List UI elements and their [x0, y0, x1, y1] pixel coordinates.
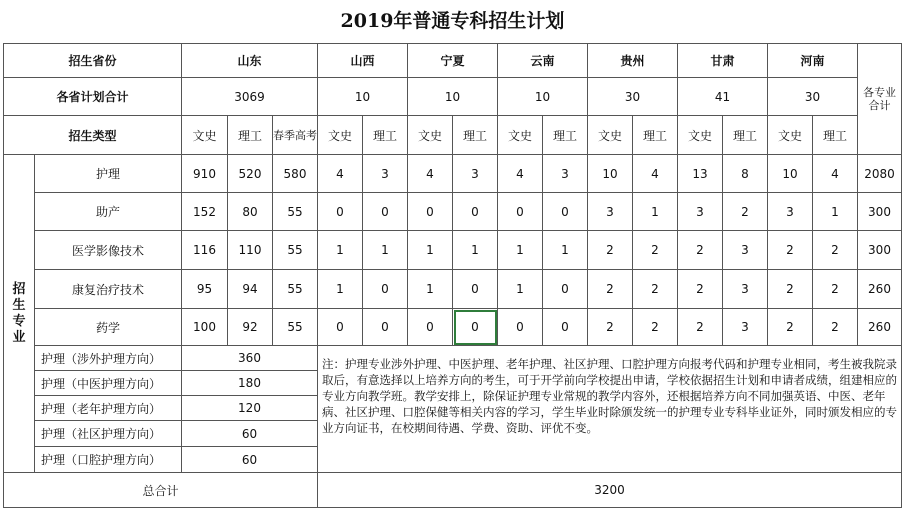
type-cell[interactable]: 理工 [228, 116, 273, 155]
value-cell[interactable]: 2 [813, 270, 858, 309]
selected-cell[interactable]: 0 [453, 309, 498, 346]
plan-total-label[interactable]: 各省计划合计 [4, 78, 182, 116]
value-cell[interactable]: 2 [678, 231, 723, 270]
value-cell[interactable]: 3 [723, 270, 768, 309]
value-cell[interactable]: 3 [768, 193, 813, 231]
province-label[interactable]: 招生省份 [4, 44, 182, 78]
table-row [4, 155, 902, 193]
value-cell[interactable]: 0 [543, 193, 588, 231]
per-major-total-header[interactable]: 各专业合计 [858, 44, 902, 155]
value-cell[interactable]: 0 [408, 193, 453, 231]
direction-name[interactable]: 护理（中医护理方向） [35, 371, 182, 396]
province-total[interactable]: 41 [678, 78, 768, 116]
province-total[interactable]: 3069 [182, 78, 318, 116]
value-cell[interactable]: 0 [363, 309, 408, 346]
majors-label-char: 专 [12, 313, 26, 329]
value-cell[interactable]: 110 [228, 231, 273, 270]
value-cell[interactable]: 4 [633, 155, 678, 193]
value-cell[interactable]: 95 [182, 270, 228, 309]
province-name[interactable]: 山西 [318, 44, 408, 78]
majors-label-text [4, 282, 34, 346]
type-cell[interactable]: 理工 [633, 116, 678, 155]
value-cell[interactable]: 0 [453, 270, 498, 309]
value-cell[interactable]: 0 [318, 193, 363, 231]
value-cell[interactable]: 116 [182, 231, 228, 270]
value-cell[interactable]: 80 [228, 193, 273, 231]
value-cell[interactable]: 94 [228, 270, 273, 309]
direction-value[interactable]: 60 [182, 447, 318, 473]
direction-name[interactable]: 护理（社区护理方向） [35, 421, 182, 447]
value-cell[interactable]: 1 [543, 231, 588, 270]
value-cell[interactable]: 3 [723, 231, 768, 270]
direction-value[interactable]: 60 [182, 421, 318, 447]
type-cell[interactable]: 理工 [813, 116, 858, 155]
value-cell[interactable]: 0 [318, 309, 363, 346]
majors-label-char: 招 [12, 281, 26, 297]
value-cell[interactable]: 10 [768, 155, 813, 193]
value-cell[interactable]: 1 [318, 270, 363, 309]
value-cell[interactable]: 0 [498, 193, 543, 231]
province-name[interactable]: 宁夏 [408, 44, 498, 78]
row-total[interactable]: 300 [858, 231, 902, 270]
province-total[interactable]: 10 [318, 78, 408, 116]
province-total[interactable]: 10 [498, 78, 588, 116]
plan-total-row [4, 78, 902, 116]
value-cell[interactable]: 1 [633, 193, 678, 231]
value-cell[interactable]: 2 [633, 270, 678, 309]
value-cell[interactable]: 1 [318, 231, 363, 270]
value-cell[interactable]: 2 [723, 193, 768, 231]
enrollment-plan-table [3, 43, 902, 508]
value-cell[interactable]: 2 [588, 270, 633, 309]
type-cell[interactable]: 文史 [588, 116, 633, 155]
value-cell[interactable]: 1 [408, 270, 453, 309]
province-name[interactable]: 甘肃 [678, 44, 768, 78]
value-cell[interactable]: 0 [453, 193, 498, 231]
value-cell[interactable]: 580 [273, 155, 318, 193]
province-total[interactable]: 30 [768, 78, 858, 116]
value-cell[interactable]: 2 [633, 309, 678, 346]
major-name[interactable]: 医学影像技术 [35, 231, 182, 270]
table-row [4, 309, 902, 346]
major-name[interactable]: 康复治疗技术 [35, 270, 182, 309]
province-name[interactable]: 贵州 [588, 44, 678, 78]
value-cell[interactable]: 2 [813, 309, 858, 346]
type-cell[interactable]: 理工 [453, 116, 498, 155]
value-cell[interactable]: 92 [228, 309, 273, 346]
major-name[interactable]: 药学 [35, 309, 182, 346]
value-cell[interactable]: 520 [228, 155, 273, 193]
type-cell[interactable]: 文史 [768, 116, 813, 155]
value-cell[interactable]: 1 [498, 270, 543, 309]
row-total[interactable]: 260 [858, 270, 902, 309]
type-cell[interactable]: 理工 [543, 116, 588, 155]
type-cell[interactable]: 文史 [678, 116, 723, 155]
type-cell[interactable]: 文史 [408, 116, 453, 155]
value-cell[interactable]: 2 [678, 270, 723, 309]
value-cell[interactable]: 3 [588, 193, 633, 231]
major-name[interactable]: 护理 [35, 155, 182, 193]
value-cell[interactable]: 2 [813, 231, 858, 270]
province-name[interactable]: 河南 [768, 44, 858, 78]
table-row [4, 231, 902, 270]
value-cell[interactable]: 3 [723, 309, 768, 346]
value-cell[interactable]: 4 [318, 155, 363, 193]
direction-value[interactable]: 180 [182, 371, 318, 396]
value-cell[interactable]: 3 [363, 155, 408, 193]
province-name[interactable]: 云南 [498, 44, 588, 78]
value-cell[interactable]: 2 [633, 231, 678, 270]
value-cell[interactable]: 55 [273, 309, 318, 346]
value-cell[interactable]: 1 [813, 193, 858, 231]
type-cell[interactable]: 理工 [363, 116, 408, 155]
value-cell[interactable]: 1 [363, 231, 408, 270]
direction-name[interactable]: 护理（涉外护理方向） [35, 346, 182, 371]
majors-label[interactable] [4, 155, 35, 473]
value-cell[interactable]: 3 [453, 155, 498, 193]
province-name[interactable]: 山东 [182, 44, 318, 78]
province-total[interactable]: 10 [408, 78, 498, 116]
row-total[interactable]: 2080 [858, 155, 902, 193]
value-cell[interactable]: 2 [588, 309, 633, 346]
value-cell[interactable]: 0 [363, 193, 408, 231]
value-cell[interactable]: 0 [498, 309, 543, 346]
note-text[interactable]: 注：护理专业涉外护理、中医护理、老年护理、社区护理、口腔护理方向报考代码和护理专业相同，考生被我院录取后，有意选择以上培养方向的考生，可于开学前向学校提出申请，学校依据招生计划和申请者成绩，组建相应的专业方向教学班。教学安排上，除保证护理专业常规的教学内容外，还根据培养方向不同加强英语、中医、老年病、社区护理、口腔保健等相关内容的学习，学生毕业时除颁发统一的护理专业专科毕业证外，同时颁发相应的专业方向证书，在校期间待遇、学费、资助、评优不变。 [318, 346, 902, 473]
value-cell[interactable]: 4 [813, 155, 858, 193]
row-total[interactable]: 300 [858, 193, 902, 231]
grand-total-row [4, 473, 902, 508]
row-total[interactable]: 260 [858, 309, 902, 346]
value-cell[interactable]: 8 [723, 155, 768, 193]
type-row [4, 116, 902, 155]
type-cell[interactable]: 文史 [498, 116, 543, 155]
value-cell[interactable]: 152 [182, 193, 228, 231]
value-cell[interactable]: 0 [543, 270, 588, 309]
value-cell[interactable]: 0 [408, 309, 453, 346]
value-cell[interactable]: 2 [678, 309, 723, 346]
value-cell[interactable]: 1 [408, 231, 453, 270]
value-cell[interactable]: 1 [498, 231, 543, 270]
value-cell[interactable]: 2 [768, 231, 813, 270]
direction-name[interactable]: 护理（口腔护理方向） [35, 447, 182, 473]
value-cell[interactable]: 2 [768, 270, 813, 309]
table-row [4, 193, 902, 231]
value-cell[interactable]: 0 [363, 270, 408, 309]
type-cell[interactable]: 文史 [318, 116, 363, 155]
direction-name[interactable]: 护理（老年护理方向） [35, 396, 182, 421]
value-cell[interactable]: 4 [498, 155, 543, 193]
value-cell[interactable]: 1 [453, 231, 498, 270]
value-cell[interactable]: 2 [588, 231, 633, 270]
value-cell[interactable]: 100 [182, 309, 228, 346]
value-cell[interactable]: 10 [588, 155, 633, 193]
direction-row [4, 346, 902, 371]
grand-total-label[interactable]: 总合计 [4, 473, 318, 508]
grand-total-value[interactable]: 3200 [318, 473, 902, 508]
majors-label-char: 业 [12, 329, 26, 345]
type-cell[interactable]: 春季高考 [273, 116, 318, 155]
value-cell[interactable]: 3 [678, 193, 723, 231]
value-cell[interactable]: 4 [408, 155, 453, 193]
majors-label-char: 生 [12, 297, 26, 313]
province-total[interactable]: 30 [588, 78, 678, 116]
page-title: 2019年普通专科招生计划 [340, 10, 565, 32]
direction-value[interactable]: 120 [182, 396, 318, 421]
major-name[interactable]: 助产 [35, 193, 182, 231]
type-label[interactable]: 招生类型 [4, 116, 182, 155]
value-cell[interactable]: 2 [768, 309, 813, 346]
province-row [4, 44, 902, 78]
value-cell[interactable]: 55 [273, 231, 318, 270]
value-cell[interactable]: 910 [182, 155, 228, 193]
value-cell[interactable]: 0 [543, 309, 588, 346]
value-cell[interactable]: 55 [273, 270, 318, 309]
value-cell[interactable]: 55 [273, 193, 318, 231]
value-cell[interactable]: 13 [678, 155, 723, 193]
direction-value[interactable]: 360 [182, 346, 318, 371]
type-cell[interactable]: 理工 [723, 116, 768, 155]
type-cell[interactable]: 文史 [182, 116, 228, 155]
value-cell[interactable]: 3 [543, 155, 588, 193]
table-row [4, 270, 902, 309]
